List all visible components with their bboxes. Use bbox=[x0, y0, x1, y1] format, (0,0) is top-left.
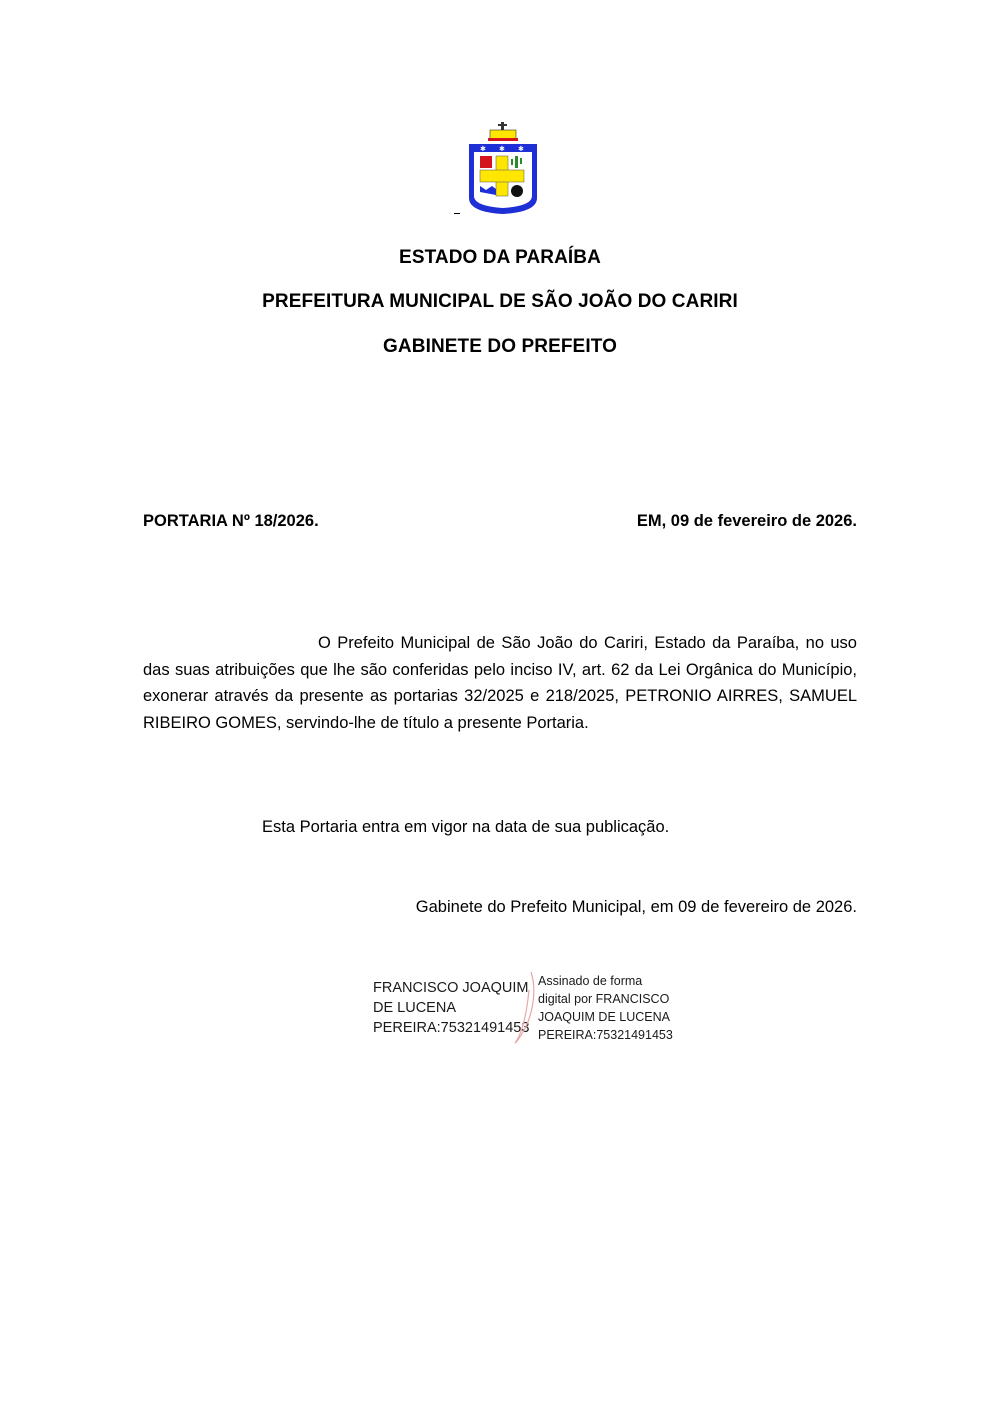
portaria-number: PORTARIA Nº 18/2026. bbox=[143, 512, 319, 530]
signature-name-line: PEREIRA:75321491453 bbox=[373, 1020, 530, 1036]
portaria-date: EM, 09 de fevereiro de 2026. bbox=[636, 512, 857, 530]
signature-detail-line: Assinado de forma bbox=[538, 974, 643, 988]
signature-detail bbox=[538, 972, 673, 1044]
signature-name-line: DE LUCENA bbox=[373, 1000, 456, 1016]
svg-text:✱: ✱ bbox=[480, 145, 486, 153]
header-prefecture: PREFEITURA MUNICIPAL DE SÃO JOÃO DO CARIRI bbox=[262, 291, 738, 312]
signature-flourish-icon bbox=[493, 970, 543, 1050]
divider-mark bbox=[454, 213, 460, 214]
portaria-row bbox=[143, 512, 857, 531]
svg-text:✱: ✱ bbox=[518, 145, 524, 153]
vigor-statement: Esta Portaria entra em vigor na data de sua publicação. bbox=[262, 818, 670, 836]
header-cabinet: GABINETE DO PREFEITO bbox=[383, 336, 617, 357]
header-state: ESTADO DA PARAÍBA bbox=[399, 247, 601, 268]
body-paragraph: O Prefeito Municipal de São João do Cariri, Estado da Paraíba, no uso das suas atribuições que lhe são conferidas pelo inciso IV, art. 62 da Lei Orgânica do Município, exonerar através da presente as portarias 32/2025 e 218/2025, PETRONIO AIRRES, SAMUEL RIBEIRO GOMES, servindo-lhe de título a presente Portaria. bbox=[143, 634, 857, 732]
digital-signature bbox=[373, 970, 703, 1050]
closing-statement: Gabinete do Prefeito Municipal, em 09 de fevereiro de 2026. bbox=[415, 898, 857, 916]
signature-detail-line: digital por FRANCISCO bbox=[538, 992, 670, 1006]
signature-detail-line: JOAQUIM DE LUCENA bbox=[538, 1010, 670, 1024]
coat-of-arms-icon bbox=[466, 120, 540, 216]
signature-detail-line: PEREIRA:75321491453 bbox=[538, 1028, 673, 1042]
svg-text:✱: ✱ bbox=[499, 145, 505, 153]
signature-name-line: FRANCISCO JOAQUIM bbox=[373, 980, 529, 996]
